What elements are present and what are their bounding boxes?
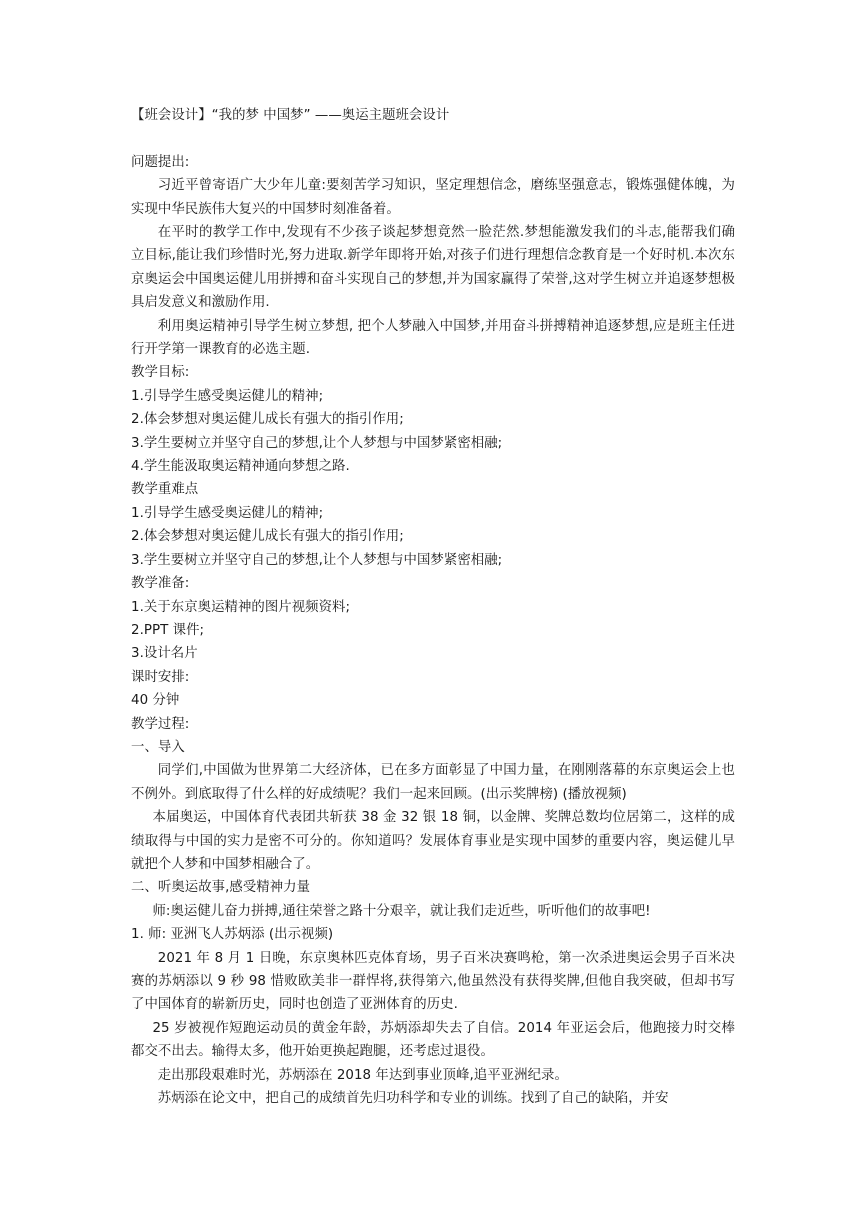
paragraph: 本届奥运，中国体育代表团共斩获 38 金 32 银 18 铜，以金牌、奖牌总数均位居第二，这样的成绩取得与中国的实力是密不可分的。你知道吗？发展体育事业是实现中国梦的重要内容，奥运健儿早就把个人梦和中国梦相融合了。 xyxy=(131,810,735,872)
paragraph: 同学们,中国做为世界第二大经济体，已在多方面彰显了中国力量，在刚刚落幕的东京奥运会上也不例外。到底取得了什么样的好成绩呢？我们一起来回顾。(出示奖牌榜) (播放视频) xyxy=(131,763,735,802)
section-heading-problem: 问题提出: xyxy=(131,154,190,170)
paragraph: 25 岁被视作短跑运动员的黄金年龄，苏炳添却失去了自信。2014 年亚运会后，他跑接力时交棒都交不出去。输得太多，他开始更换起跑腿，还考虑过退役。 xyxy=(131,1020,735,1060)
subsection-heading-stories: 二、听奥运故事,感受精神力量 xyxy=(131,880,311,896)
subsection-heading-intro: 一、导入 xyxy=(131,739,185,755)
section-heading-key-points: 教学重难点 xyxy=(131,482,199,498)
story-heading: 1. 师: 亚洲飞人苏炳添 (出示视频) xyxy=(131,927,334,943)
paragraph: 走出那段艰难时光，苏炳添在 2018 年达到事业顶峰,追平亚洲纪录。 xyxy=(157,1067,568,1083)
list-item: 3.学生要树立并坚守自己的梦想,让个人梦想与中国梦紧密相融; xyxy=(131,435,503,451)
list-item: 2.PPT 课件; xyxy=(131,622,205,638)
list-item: 3.设计名片 xyxy=(131,646,198,662)
list-item: 1.引导学生感受奥运健儿的精神; xyxy=(131,388,324,404)
paragraph: 利用奥运精神引导学生树立梦想, 把个人梦融入中国梦,并用奋斗拼搏精神追逐梦想,应是班主任进行开学第一课教育的必选主题. xyxy=(131,318,735,358)
document-body xyxy=(131,104,735,1110)
section-heading-prep: 教学准备: xyxy=(131,576,190,592)
spacer xyxy=(131,127,735,150)
paragraph: 2021 年 8 月 1 日晚，东京奥林匹克体育场，男子百米决赛鸣枪，第一次杀进奥运会男子百米决赛的苏炳添以 9 秒 98 惜败欧美非一群悍将,获得第六,他虽然没有获得奖牌,但他自我突破，但却书写了中国体育的崭新历史，同时也创造了亚洲体育的历史. xyxy=(131,950,735,1013)
paragraph: 师:奥运健儿奋力拼搏,通往荣誉之路十分艰辛，就让我们走近些，听听他们的故事吧! xyxy=(152,903,651,919)
paragraph: 苏炳添在论文中，把自己的成绩首先归功科学和专业的训练。找到了自己的缺陷，并安 xyxy=(157,1091,669,1107)
section-heading-schedule: 课时安排: xyxy=(131,669,190,685)
section-heading-goals: 教学目标: xyxy=(131,365,190,381)
list-item: 4.学生能汲取奥运精神通向梦想之路. xyxy=(131,459,350,475)
list-item: 1.引导学生感受奥运健儿的精神; xyxy=(131,505,324,521)
list-item: 2.体会梦想对奥运健儿成长有强大的指引作用; xyxy=(131,412,404,428)
list-item: 2.体会梦想对奥运健儿成长有强大的指引作用; xyxy=(131,529,404,545)
list-item: 1.关于东京奥运精神的图片视频资料; xyxy=(131,599,351,615)
section-heading-process: 教学过程: xyxy=(131,716,190,732)
list-item: 3.学生要树立并坚守自己的梦想,让个人梦想与中国梦紧密相融; xyxy=(131,552,503,568)
paragraph: 在平时的教学工作中,发现有不少孩子谈起梦想竟然一脸茫然.梦想能激发我们的斗志,能帮我们确立目标,能让我们珍惜时光,努力进取.新学年即将开始,对孩子们进行理想信念教育是一个好时机.本次东京奥运会中国奥运健儿用拼搏和奋斗实现自己的梦想,并为国家赢得了荣誉,这对学生树立并追逐梦想极具启发意义和激励作用. xyxy=(131,225,735,311)
schedule-value: 40 分钟 xyxy=(131,693,180,709)
paragraph: 习近平曾寄语广大少年儿童:要刻苦学习知识，坚定理想信念，磨练坚强意志，锻炼强健体魄，为实现中华民族伟大复兴的中国梦时刻准备着。 xyxy=(131,178,735,217)
document-title: 【班会设计】“我的梦 中国梦” ——奥运主题班会设计 xyxy=(131,108,450,123)
